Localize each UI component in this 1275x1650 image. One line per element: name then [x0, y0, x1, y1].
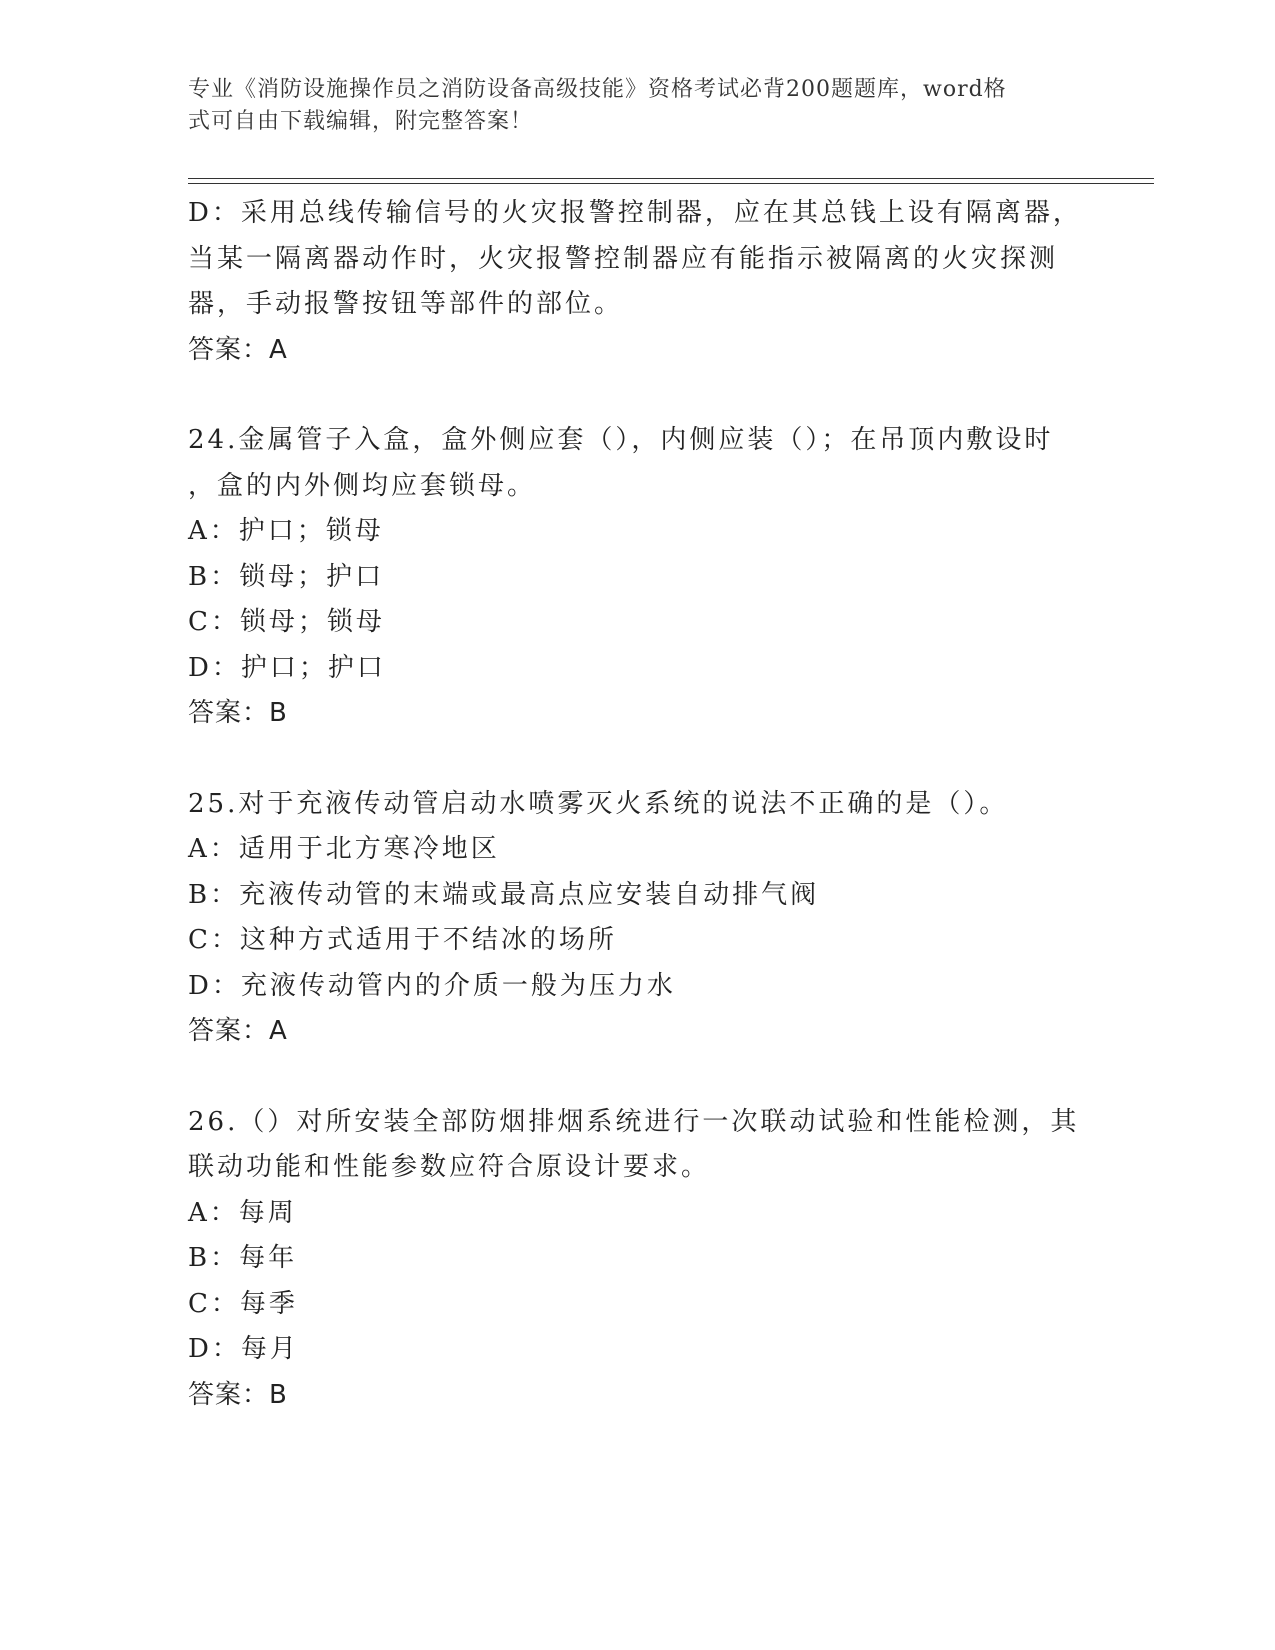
question-26 [188, 1100, 1088, 1419]
option-d: D：护口；护口 [188, 652, 386, 683]
option-d-line-1: D：采用总线传输信号的火灾报警控制器，应在其总钱上设有隔离器， [188, 198, 1082, 228]
question-stem-line: 25.对于充液传动管启动水喷雾灭火系统的说法不正确的是（）。 [188, 788, 1009, 819]
header-line-1: 专业《消防设施操作员之消防设备高级技能》资格考试必背200题题库，word格 [188, 77, 1007, 102]
question-24 [188, 418, 1088, 737]
header-line-2: 式可自由下载编辑，附完整答案！ [188, 109, 534, 134]
answer-line: 答案：A [188, 334, 288, 365]
option-d: D：充液传动管内的介质一般为压力水 [188, 970, 676, 1001]
question-stem-line: 联动功能和性能参数应符合原设计要求。 [188, 1152, 711, 1182]
option-c: C：这种方式适用于不结冰的场所 [188, 925, 617, 955]
header-divider-bottom [188, 183, 1154, 184]
answer-line: 答案：A [188, 1016, 288, 1046]
option-a: A：每周 [188, 1197, 297, 1228]
question-stem-line: ，盒的内外侧均应套锁母。 [188, 470, 537, 501]
document-header [188, 74, 1068, 138]
option-a: A：护口；锁母 [188, 516, 384, 546]
question-stem-line: 24.金属管子入盒，盒外侧应套（），内侧应装（）；在吊顶内敷设时 [188, 425, 1054, 455]
option-b: B：充液传动管的末端或最高点应安装自动排气阀 [188, 879, 820, 910]
question-stem-line: 26.（）对所安装全部防烟排烟系统进行一次联动试验和性能检测，其 [188, 1106, 1080, 1137]
option-d: D：每月 [188, 1334, 299, 1364]
option-d-line-3: 器，手动报警按钮等部件的部位。 [188, 289, 624, 319]
option-a: A：适用于北方寒冷地区 [188, 834, 500, 864]
option-b: B：每年 [188, 1243, 298, 1273]
header-divider-top [188, 178, 1154, 179]
answer-line: 答案：B [188, 1379, 288, 1410]
question-25 [188, 782, 1088, 1055]
option-b: B：锁母；护口 [188, 561, 385, 592]
option-c: C：每季 [188, 1288, 298, 1319]
option-c: C：锁母；锁母 [188, 607, 385, 637]
continued-question [188, 191, 1088, 373]
option-d-line-2: 当某一隔离器动作时，火灾报警控制器应有能指示被隔离的火灾探测 [188, 243, 1059, 274]
question-content [188, 191, 1088, 1463]
answer-line: 答案：B [188, 698, 288, 728]
